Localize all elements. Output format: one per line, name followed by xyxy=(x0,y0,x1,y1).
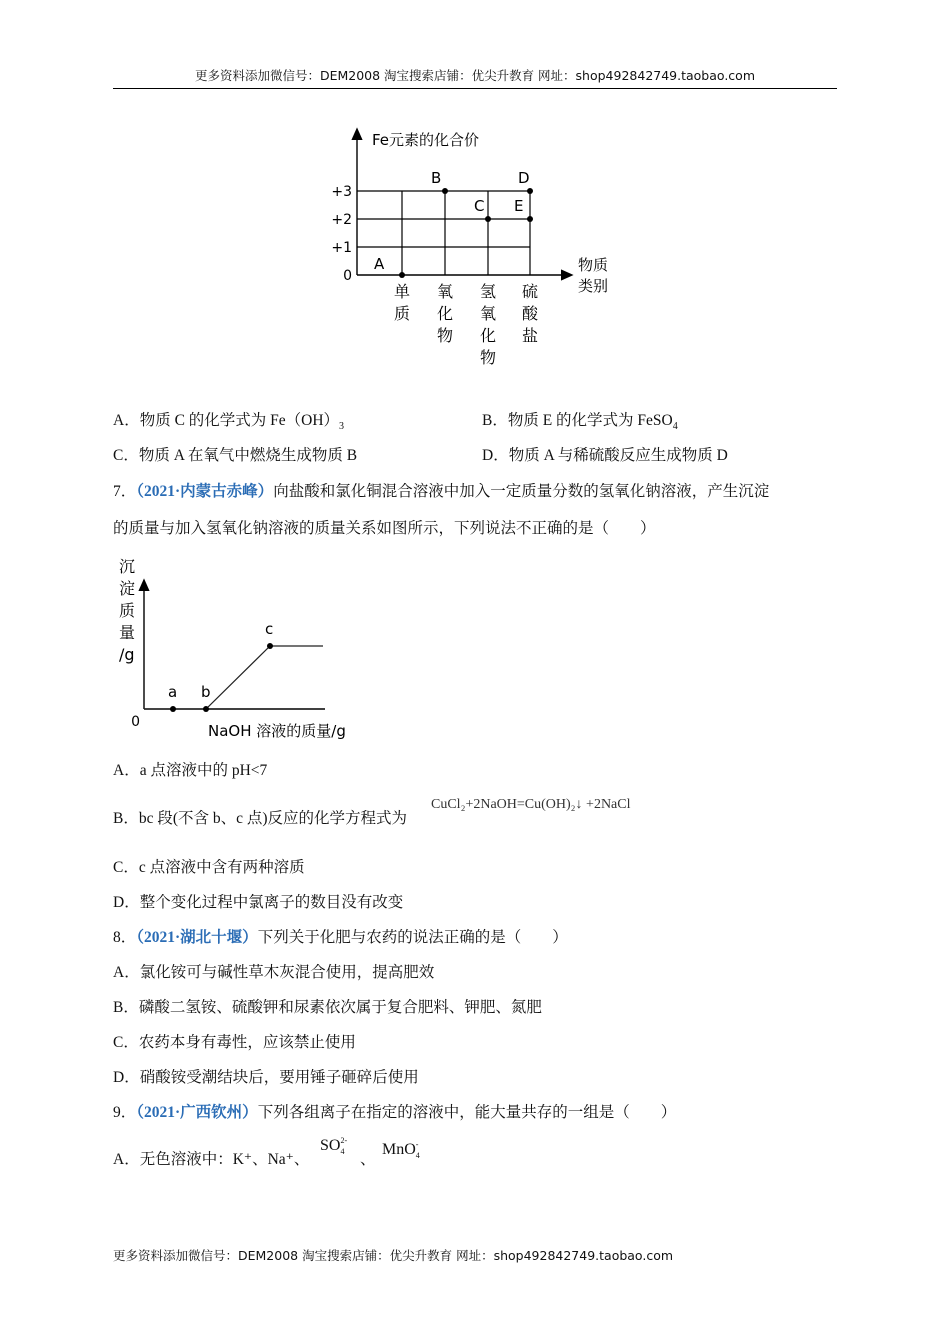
q6-option-b: B．物质 E 的化学式为 FeSO$_4$ xyxy=(482,412,678,433)
q7-stem-line1: 7．（2021·内蒙古赤峰）向盐酸和氯化铜混合溶液中加入一定质量分数的氢氧化钠溶液，产生沉淀 xyxy=(113,483,770,500)
q8-option-d: D．硝酸铵受潮结块后，要用锤子砸碎后使用 xyxy=(113,1069,419,1086)
y-tick-label: 0 xyxy=(343,268,352,284)
point-d xyxy=(527,188,533,194)
point-label-d: D xyxy=(518,169,530,187)
y-axis-label-char: 质 xyxy=(119,601,136,620)
x-category-label: 物 xyxy=(479,348,497,367)
point-label-c: c xyxy=(265,620,274,638)
x-category-label: 酸 xyxy=(521,304,539,323)
x-axis-label: NaOH 溶液的质量/g xyxy=(208,722,346,740)
q7-stem-line2: 的质量与加入氢氧化钠溶液的质量关系如图所示，下列说法不正确的是（ ） xyxy=(113,520,656,537)
x-category-label: 化 xyxy=(436,304,454,323)
x-category-label: 单 xyxy=(393,282,411,301)
q7-option-c: C．c 点溶液中含有两种溶质 xyxy=(113,859,305,876)
q9-separator: 、 xyxy=(360,1151,376,1168)
page-footer: 更多资料添加微信号：DEM2008 淘宝搜索店铺：优尖升教育 网址：shop492842749.taobao.com xyxy=(113,1248,674,1263)
q9-ion-permanganate: MnO - 4 xyxy=(382,1140,420,1160)
y-axis-label-char: 量 xyxy=(119,623,136,642)
x-category-label: 化 xyxy=(479,326,497,345)
q8-stem: 8．（2021·湖北十堰）下列关于化肥与农药的说法正确的是（ ） xyxy=(113,929,568,946)
x-category-label: 盐 xyxy=(521,326,539,345)
q8-option-c: C．农药本身有毒性，应该禁止使用 xyxy=(113,1034,356,1051)
page-header: 更多资料添加微信号：DEM2008 淘宝搜索店铺：优尖升教育 网址：shop492842749.taobao.com xyxy=(113,64,837,89)
y-axis-label-char: 沉 xyxy=(119,557,136,576)
y-tick-label: +2 xyxy=(331,212,352,228)
q9-ion-sulfate: SO 2- 4 xyxy=(320,1136,348,1156)
x-category-label: 氧 xyxy=(479,304,497,323)
q9-option-a: A．无色溶液中：K⁺、Na⁺、 xyxy=(113,1151,310,1168)
point-label-a: a xyxy=(168,683,178,701)
x-category-label: 氢 xyxy=(479,282,497,301)
fe-valence-chart xyxy=(330,125,630,375)
q7-option-b-equation: CuCl₂+2NaOH=Cu(OH)₂↓ +2NaCl xyxy=(431,797,631,812)
point-c xyxy=(485,216,491,222)
x-category-label: 质 xyxy=(393,304,411,323)
q6-option-c: C．物质 A 在氧气中燃烧生成物质 B xyxy=(113,447,358,464)
y-tick-label: +3 xyxy=(331,184,352,200)
point-label-b: B xyxy=(431,169,442,187)
x-category-label: 硫 xyxy=(521,282,539,301)
q6-option-d: D．物质 A 与稀硫酸反应生成物质 D xyxy=(482,447,728,464)
y-axis-label: Fe元素的化合价 xyxy=(372,131,480,149)
q6-option-a: A．物质 C 的化学式为 $Fe(OH)_3$ xyxy=(113,412,345,433)
point-e xyxy=(527,216,533,222)
point-label-c: C xyxy=(474,197,485,215)
point-label-b: b xyxy=(201,683,211,701)
q7-option-d: D．整个变化过程中氯离子的数目没有改变 xyxy=(113,894,404,911)
point-a xyxy=(399,272,405,278)
point-b xyxy=(203,706,209,712)
q7-option-b: B．bc 段(不含 b、c 点)反应的化学方程式为 xyxy=(113,810,408,827)
point-c xyxy=(267,643,273,649)
point-b xyxy=(442,188,448,194)
q9-stem: 9．（2021·广西钦州）下列各组离子在指定的溶液中，能大量共存的一组是（ ） xyxy=(113,1104,677,1121)
origin-label: 0 xyxy=(131,714,140,730)
q8-option-a: A．氯化铵可与碱性草木灰混合使用，提高肥效 xyxy=(113,964,435,981)
x-category-label: 物 xyxy=(436,326,454,345)
y-axis-label-char: /g xyxy=(119,645,135,664)
y-tick-label: +1 xyxy=(331,240,352,256)
q8-option-b: B．磷酸二氢铵、硫酸钾和尿素依次属于复合肥料、钾肥、氮肥 xyxy=(113,999,542,1016)
point-label-a: A xyxy=(374,255,385,273)
y-axis-label-char: 淀 xyxy=(119,579,136,598)
point-a xyxy=(170,706,176,712)
q7-option-a: A．a 点溶液中的 pH<7 xyxy=(113,762,268,779)
point-label-e: E xyxy=(514,197,524,215)
x-category-label: 氧 xyxy=(436,282,454,301)
y-axis-label xyxy=(119,557,135,664)
x-axis-label-1: 物质 xyxy=(578,256,609,274)
precipitate-chart xyxy=(113,552,363,744)
x-axis-label-2: 类别 xyxy=(578,277,609,295)
